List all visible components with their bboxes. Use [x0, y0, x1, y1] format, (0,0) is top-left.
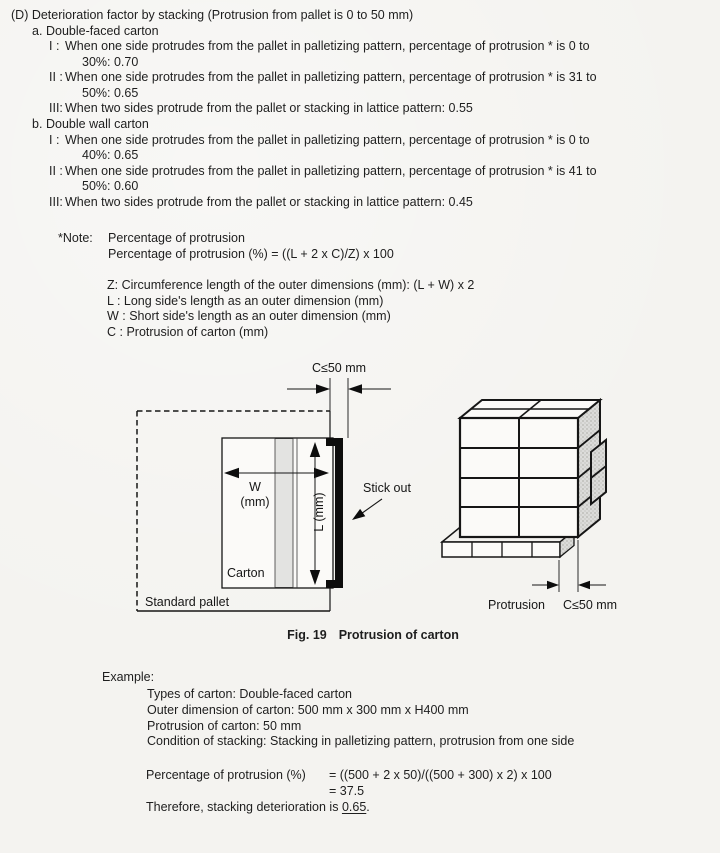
carton-label: Carton: [227, 566, 265, 580]
figure-isometric-stack-diagram: [430, 388, 660, 615]
item-text-wrap: 50%: 0.65: [82, 86, 139, 100]
item-marker: I :: [49, 39, 60, 53]
item-marker: I :: [49, 133, 60, 147]
item-text: When one side protrudes from the pallet in palletizing pattern, percentage of protrusion * is 0 to: [65, 39, 590, 53]
item-text-wrap: 50%: 0.60: [82, 179, 139, 193]
note-title: Percentage of protrusion: [108, 231, 245, 245]
w-label: W: [249, 480, 261, 494]
pallet-board-gap-stripe: [275, 439, 293, 588]
c-dimension-label: C≤50 mm: [311, 361, 367, 375]
section-b-label: b.: [32, 117, 43, 131]
item-marker: II :: [49, 70, 63, 84]
figure-title: Protrusion of carton: [338, 628, 459, 642]
list-item: [49, 70, 597, 86]
list-item: [49, 39, 590, 55]
item-text-wrap: 30%: 0.70: [82, 55, 139, 69]
example-label: Example:: [102, 670, 155, 684]
example-line: Types of carton: Double-faced carton: [147, 687, 352, 701]
section-a-title: Double-faced carton: [46, 24, 159, 38]
calc-label: Percentage of protrusion (%): [146, 768, 306, 782]
protrusion-label: Protrusion: [488, 598, 545, 612]
note-definition-l: L : Long side's length as an outer dimension (mm): [107, 294, 384, 308]
example-line: Condition of stacking: Stacking in palletizing pattern, protrusion from one side: [147, 734, 575, 748]
example-line: Protrusion of carton: 50 mm: [147, 719, 302, 733]
note-formula: Percentage of protrusion (%) = ((L + 2 x C)/Z) x 100: [108, 247, 394, 261]
list-item: [49, 101, 473, 117]
item-marker: II :: [49, 164, 63, 178]
note-definition-w: W : Short side's length as an outer dimension (mm): [107, 309, 391, 323]
list-item: [49, 164, 597, 180]
calc-equation: = ((500 + 2 x 50)/((500 + 300) x 2) x 100: [329, 768, 552, 782]
figure-number: Fig. 19: [287, 628, 327, 642]
figure-plan-view-diagram: [120, 355, 430, 620]
item-text: When two sides protrude from the pallet or stacking in lattice pattern: 0.45: [65, 195, 473, 209]
item-text: When one side protrudes from the pallet in palletizing pattern, percentage of protrusion * is 0 to: [65, 133, 590, 147]
stick-out-label: Stick out: [363, 481, 411, 495]
note-label: *Note:: [58, 231, 93, 245]
c-dimension: [287, 378, 391, 438]
note-definition-z: Z: Circumference length of the outer dimensions (mm): (L + W) x 2: [107, 278, 475, 292]
list-item: [49, 133, 590, 149]
carton-stack-3d: [460, 400, 606, 537]
item-text: When one side protrudes from the pallet in palletizing pattern, percentage of protrusion * is 31 to: [65, 70, 597, 84]
note-definition-c: C : Protrusion of carton (mm): [107, 325, 269, 339]
conclusion-line: [146, 800, 370, 816]
standard-pallet-label: Standard pallet: [145, 595, 230, 609]
l-label: L (mm): [312, 492, 326, 532]
stick-out-arrow: [352, 499, 382, 520]
conclusion-value: 0.65: [341, 800, 367, 814]
example-line: Outer dimension of carton: 500 mm x 300 mm x H400 mm: [147, 703, 469, 717]
w-unit-label: (mm): [240, 495, 270, 509]
section-a-header: [32, 24, 159, 40]
conclusion-suffix: .: [366, 800, 370, 814]
section-b-title: Double wall carton: [46, 117, 149, 131]
calc-result: = 37.5: [329, 784, 365, 798]
item-marker: III:: [49, 195, 63, 209]
section-a-label: a.: [32, 24, 43, 38]
figure-caption: [0, 628, 720, 642]
item-text: When two sides protrude from the pallet or stacking in lattice pattern: 0.55: [65, 101, 473, 115]
list-item: [49, 195, 473, 211]
item-text: When one side protrudes from the pallet in palletizing pattern, percentage of protrusion * is 41 to: [65, 164, 597, 178]
item-text-wrap: 40%: 0.65: [82, 148, 139, 162]
c-dimension-label-right: C≤50 mm: [563, 598, 618, 612]
item-marker: III:: [49, 101, 63, 115]
page-title: (D) Deterioration factor by stacking (Protrusion from pallet is 0 to 50 mm): [11, 8, 414, 22]
section-b-header: [32, 117, 149, 133]
conclusion-prefix: Therefore, stacking deterioration is: [146, 800, 342, 814]
